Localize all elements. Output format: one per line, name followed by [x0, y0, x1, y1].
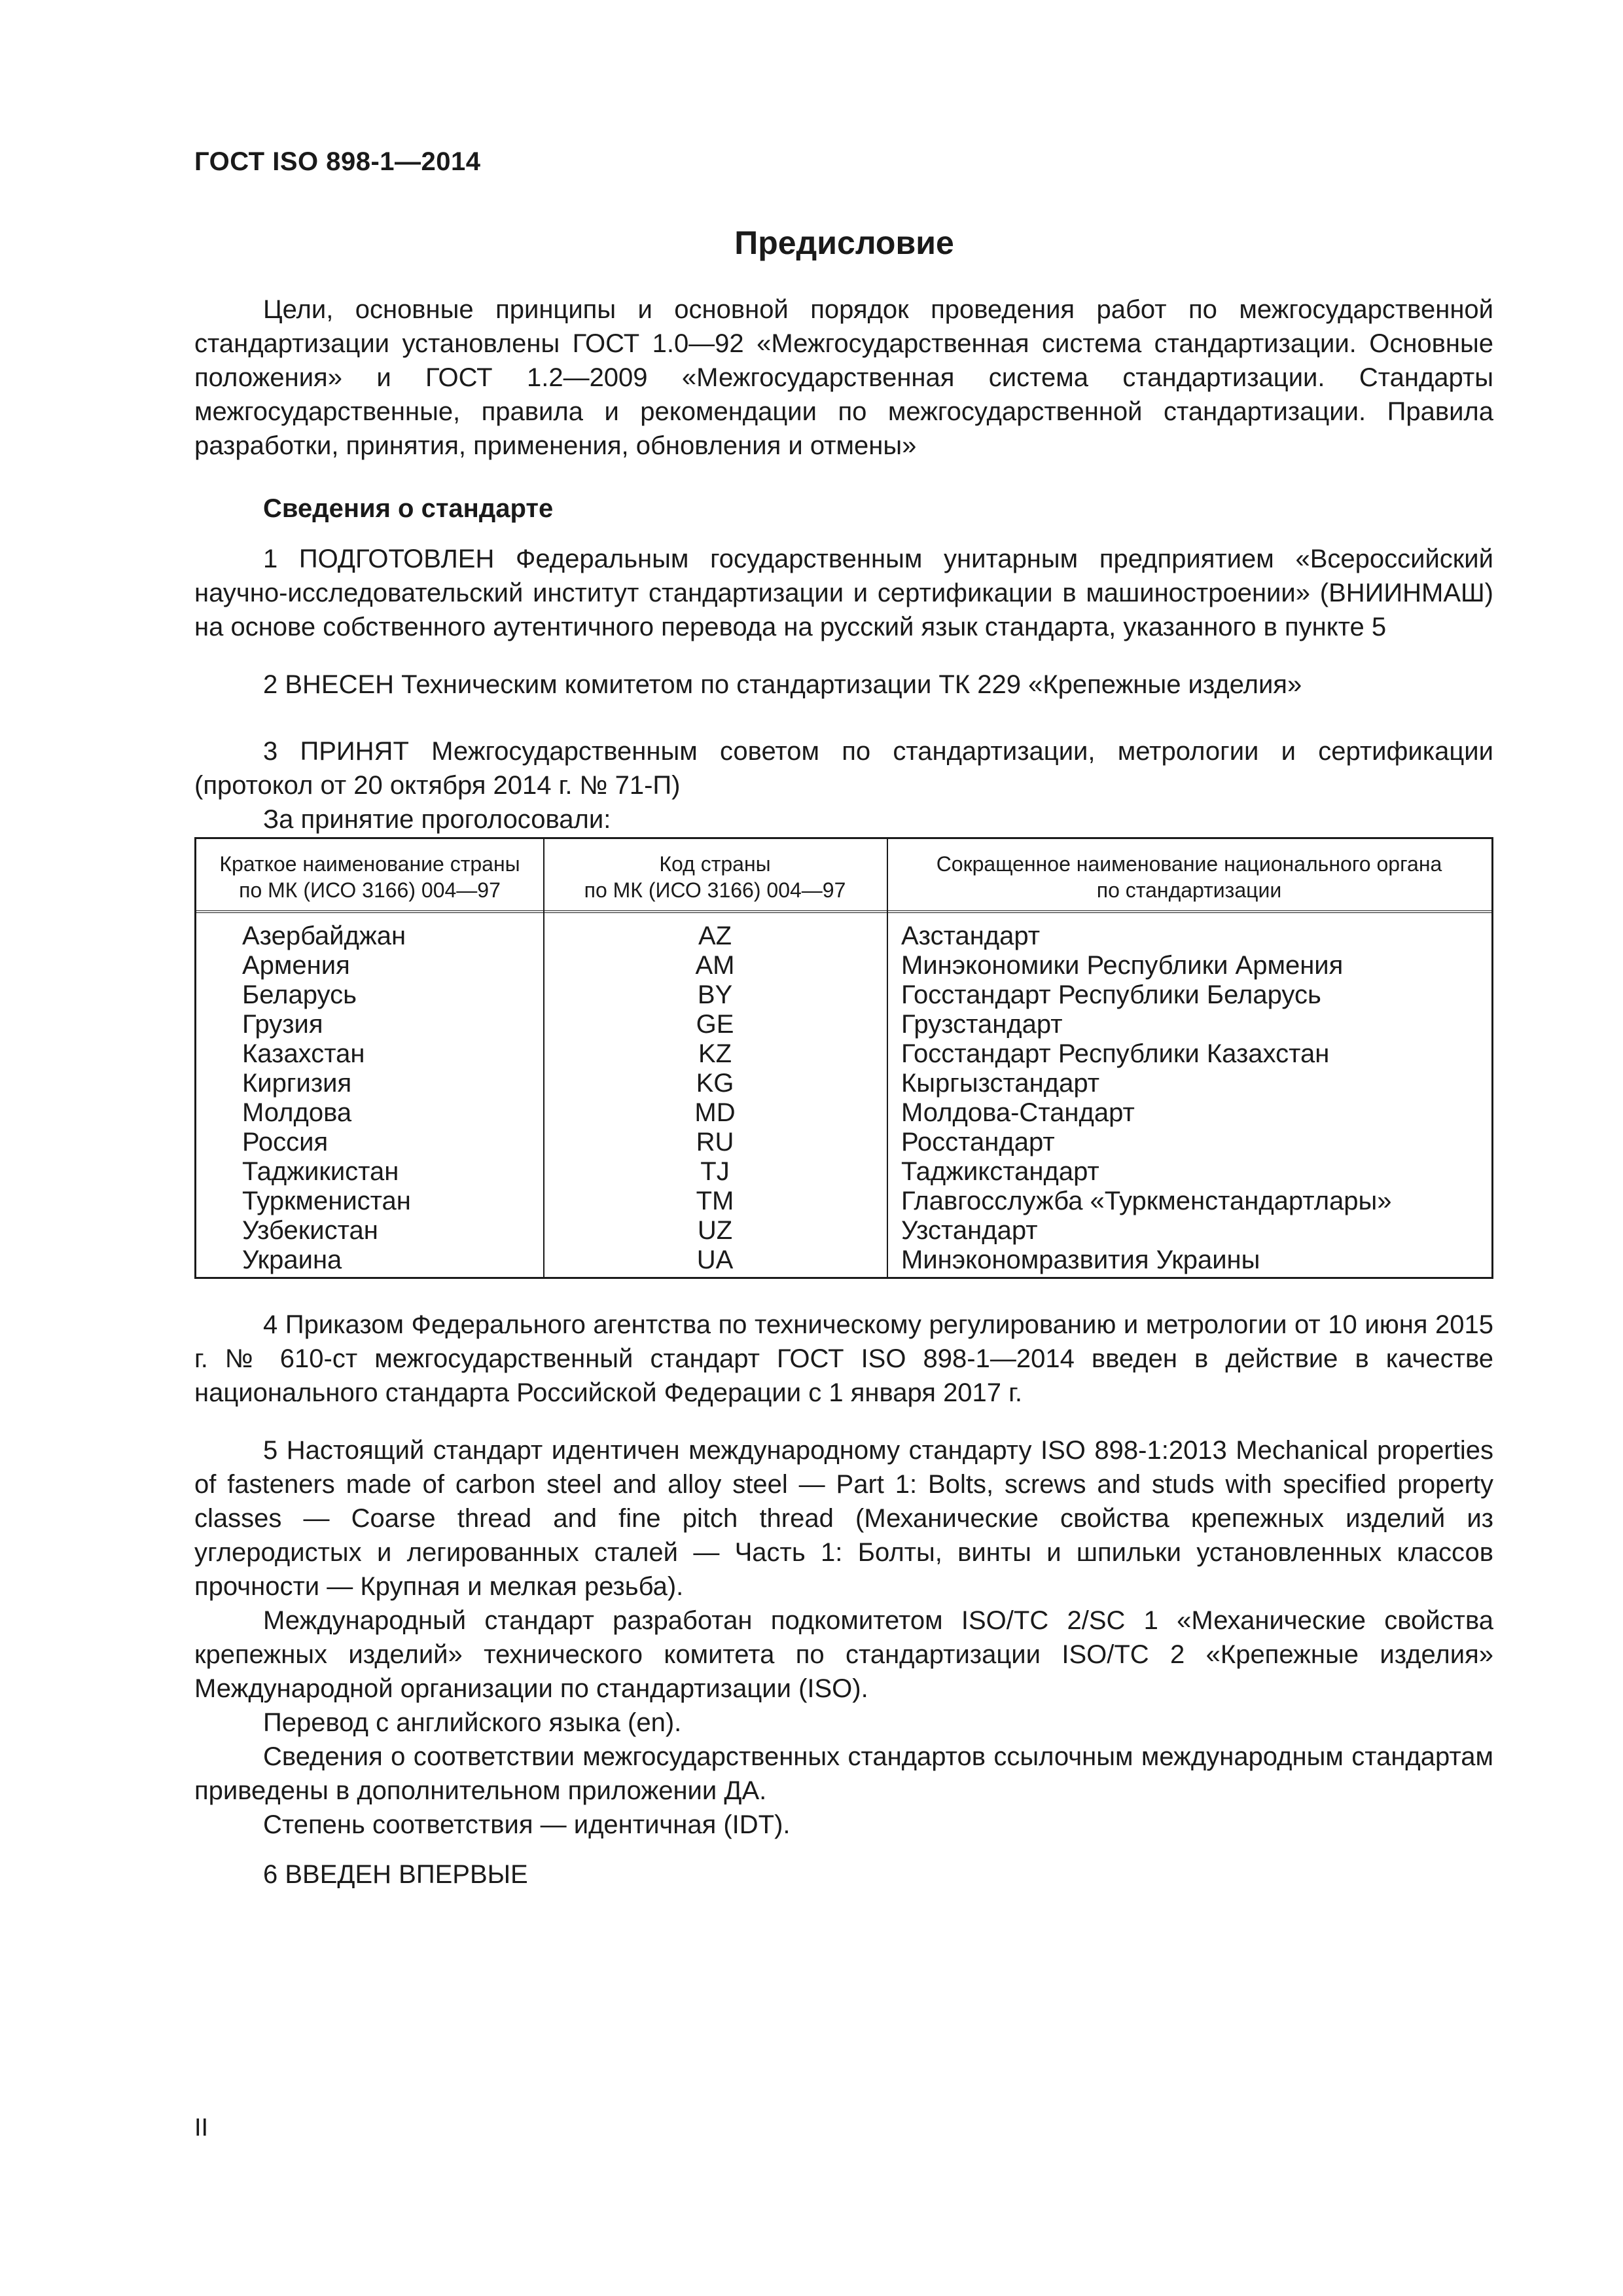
item-5-text: Международный стандарт разработан подкомитетом ISO/TC 2/SC 1 «Механические свойства крепежных изделий» технического комитета по стандартизации ISO/TC 2 «Крепежные изделия» Международной организации по стандартизации (ISO). — [194, 1606, 1493, 1703]
intro-text: Цели, основные принципы и основной порядок проведения работ по межгосударственной стандартизации установлены ГОСТ 1.0—92 «Межгосударственная система стандартизации. Основные положения» и ГОСТ 1.2—2009 «Межгосударственная система стандартизации. Стандарты межгосударственные, правила и рекомендации по межгосударственной стандартизации. Правила разработки, принятия, применения, обновления и отмены» — [194, 295, 1493, 460]
country-name: Киргизия — [242, 1069, 352, 1098]
table-header-line: Сокращенное наименование национального органа — [936, 852, 1442, 876]
page-number: II — [194, 2114, 209, 2142]
standards-body: Росстандарт — [901, 1128, 1055, 1157]
standards-body: Главгосслужба «Туркменстандартлары» — [901, 1187, 1392, 1215]
table-row — [196, 922, 1491, 951]
standards-body: Азстандарт — [901, 922, 1041, 950]
country-code: RU — [696, 1128, 734, 1157]
table-row — [196, 1216, 1491, 1246]
table-header-code — [543, 851, 887, 903]
item-1-text: 1 ПОДГОТОВЛЕН Федеральным государственным унитарным предприятием «Всероссийский научно-исследовательский институт стандартизации и сертификации в машиностроении» (ВНИИНМАШ) на основе собственного аутентичного перевода на русский язык стандарта, указанного в пункте 5 — [194, 545, 1493, 641]
item-6 — [194, 1857, 1493, 1892]
item-4-text: 4 Приказом Федерального агентства по техническому регулированию и метрологии от 10 июня 2015 г. № 610-ст межгосударственный стандарт ГОСТ ISO 898-1—2014 введен в действие в качестве национального стандарта Российской Федерации с 1 января 2017 г. — [194, 1310, 1493, 1407]
country-code: KG — [696, 1069, 734, 1098]
standards-body: Госстандарт Республики Беларусь — [901, 980, 1321, 1009]
intro-paragraph — [194, 293, 1493, 463]
item-3-text: 3 ПРИНЯТ Межгосударственным советом по стандартизации, метрологии и сертификации (протокол от 20 октября 2014 г. № 71-П) — [194, 737, 1493, 800]
standards-body: Узстандарт — [901, 1216, 1038, 1245]
country-name: Армения — [242, 951, 350, 980]
table-header-line: Краткое наименование страны — [219, 852, 520, 876]
document-id: ГОСТ ISO 898-1—2014 — [194, 147, 481, 176]
country-code: UZ — [697, 1216, 733, 1245]
country-code: MD — [694, 1098, 736, 1127]
country-code: KZ — [698, 1039, 732, 1068]
standards-body: Молдова-Стандарт — [901, 1098, 1135, 1127]
country-code: AZ — [698, 922, 732, 950]
table-row — [196, 951, 1491, 980]
table-row — [196, 1246, 1491, 1275]
table-row — [196, 1039, 1491, 1069]
item-1 — [194, 542, 1493, 644]
table-row — [196, 980, 1491, 1010]
standards-body: Минэкономики Республики Армения — [901, 951, 1344, 980]
table-body — [196, 922, 1491, 1275]
country-name: Беларусь — [242, 980, 357, 1009]
item-2-text: 2 ВНЕСЕН Техническим комитетом по стандартизации ТК 229 «Крепежные изделия» — [263, 670, 1302, 699]
country-code: GE — [696, 1010, 734, 1039]
item-5-text: 5 Настоящий стандарт идентичен международному стандарту ISO 898-1:2013 Mechanical properties of fasteners made of carbon steel and alloy steel — Part 1: Bolts, screws and studs with specified property classes — Coarse thread and fine pitch thread (Механические свойства крепежных изделий из углеродистых и легированных сталей — Часть 1: Болты, винты и шпильки установленных классов прочности — Крупная и мелкая резьба). — [194, 1436, 1493, 1601]
country-name: Азербайджан — [242, 922, 406, 950]
country-code: BY — [697, 980, 733, 1009]
table-row — [196, 1069, 1491, 1098]
page-title: Предисловие — [734, 224, 954, 261]
item-5-text: Сведения о соответствии межгосударственных стандартов ссылочным международным стандартам приведены в дополнительном приложении ДА. — [194, 1742, 1493, 1805]
table-header-rule — [196, 910, 1491, 913]
table-header-line: по МК (ИСО 3166) 004—97 — [584, 878, 846, 902]
item-3 — [194, 734, 1493, 836]
country-name: Казахстан — [242, 1039, 365, 1068]
country-code: UA — [696, 1246, 734, 1274]
country-name: Грузия — [242, 1010, 323, 1039]
standards-body: Грузстандарт — [901, 1010, 1063, 1039]
standards-body: Госстандарт Республики Казахстан — [901, 1039, 1330, 1068]
country-code: TM — [696, 1187, 734, 1215]
item-6-text: 6 ВВЕДЕН ВПЕРВЫЕ — [263, 1860, 528, 1889]
table-row — [196, 1128, 1491, 1157]
country-name: Таджикистан — [242, 1157, 399, 1186]
table-header-country — [196, 851, 543, 903]
country-name: Туркменистан — [242, 1187, 411, 1215]
country-name: Узбекистан — [242, 1216, 378, 1245]
table-row — [196, 1187, 1491, 1216]
country-name: Молдова — [242, 1098, 352, 1127]
country-code: TJ — [700, 1157, 730, 1186]
table-row — [196, 1010, 1491, 1039]
standards-body: Кыргызстандарт — [901, 1069, 1100, 1098]
item-5-text: Степень соответствия — идентичная (IDT). — [263, 1810, 791, 1839]
item-4 — [194, 1308, 1493, 1410]
country-code: AM — [695, 951, 735, 980]
countries-table — [194, 837, 1493, 1279]
country-name: Россия — [242, 1128, 329, 1157]
standards-body: Минэкономразвития Украины — [901, 1246, 1260, 1274]
table-header-line: Код страны — [659, 852, 771, 876]
section-heading: Сведения о стандарте — [263, 494, 554, 523]
standards-body: Таджикстандарт — [901, 1157, 1099, 1186]
country-name: Украина — [242, 1246, 342, 1274]
item-5 — [194, 1433, 1493, 1842]
table-header-organ — [887, 851, 1491, 903]
table-header-line: по МК (ИСО 3166) 004—97 — [239, 878, 501, 902]
item-5-text: Перевод с английского языка (en). — [263, 1708, 682, 1737]
table-row — [196, 1157, 1491, 1187]
table-row — [196, 1098, 1491, 1128]
table-header-line: по стандартизации — [1096, 878, 1282, 902]
voted-text: За принятие проголосовали: — [263, 805, 611, 834]
item-2 — [194, 668, 1493, 702]
